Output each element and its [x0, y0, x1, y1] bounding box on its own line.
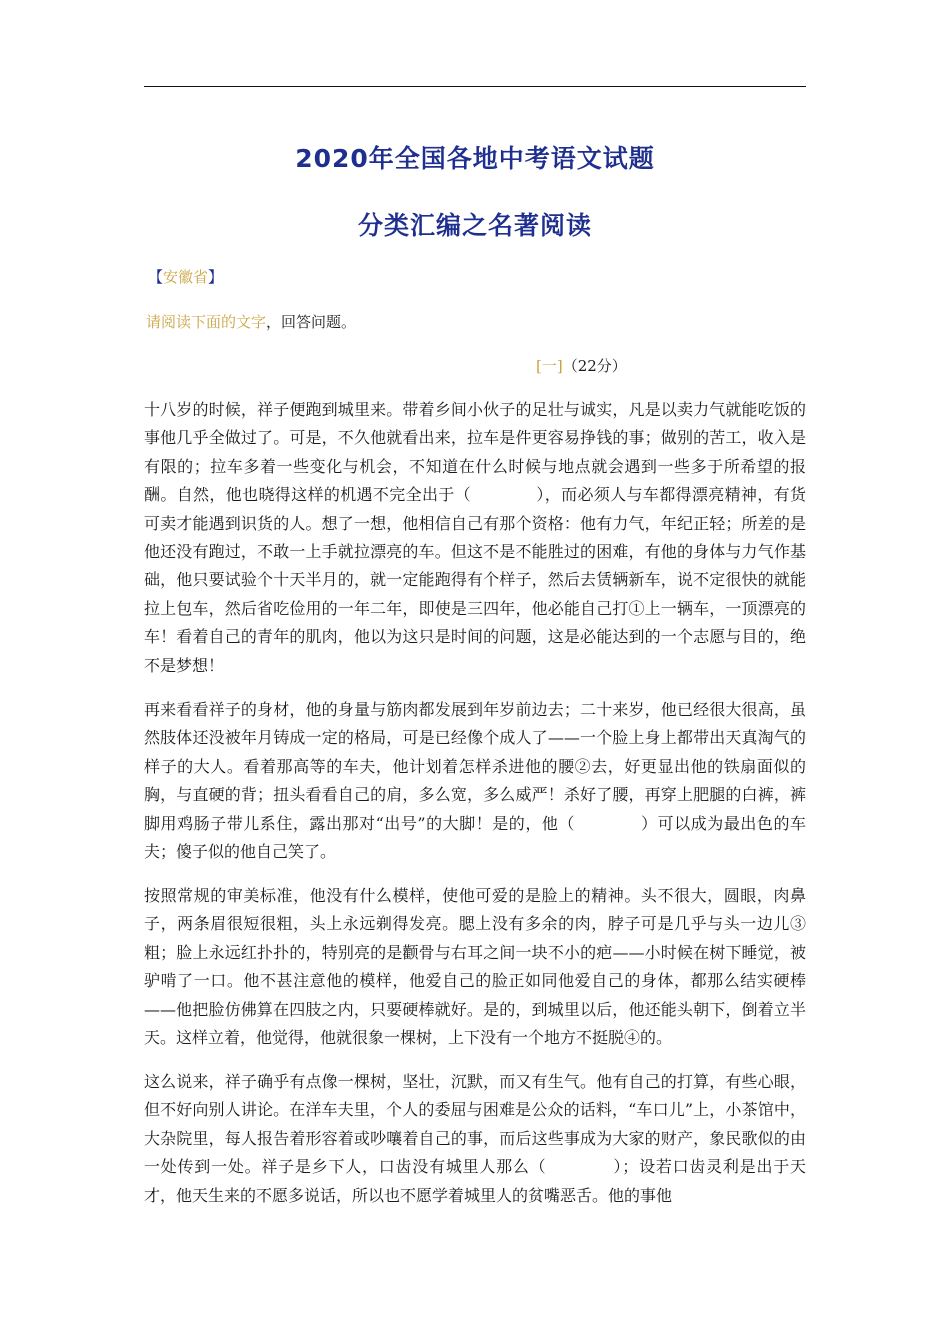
- page-title: 2020年全国各地中考语文试题: [295, 144, 655, 173]
- passage-paragraph-1: 十八岁的时候，祥子便跑到城里来。带着乡间小伙子的足壮与诚实，凡是以卖力气就能吃饭的事他几乎全做过了。可是，不久他就看出来，拉车是件更容易挣钱的事；做别的苦工，收入是有限的；拉车多着一些变化与机会，不知道在什么时候与地点就会遇到一些多于所希望的报酬。自然，他也晓得这样的机遇不完全出于（ ），而必须人与车都得漂亮精神，有货可卖才能遇到识货的人。想了一想，他相信自己有那个资格：他有力气，年纪正轻；所差的是他还没有跑过，不敢一上手就拉漂亮的车。但这不是不能胜过的困难，有他的身体与力气作基础，他只要试验个十天半月的，就一定能跑得有个样子，然后去赁辆新车，说不定很快的就能拉上包车，然后省吃俭用的一年二年，即使是三四年，他必能自己打①上一辆车，一顶漂亮的车！看着自己的青年的肌肉，他以为这只是时间的问题，这是必能达到的一个志愿与目的，绝不是梦想！: [144, 400, 806, 675]
- region-bracket-open: 【: [148, 268, 164, 286]
- instruction-highlight: 请阅读下面的文字: [146, 313, 267, 331]
- region-heading: [148, 266, 223, 287]
- region-name: 安徽省: [163, 268, 209, 286]
- instruction: [146, 311, 356, 332]
- passage-paragraph-4: 这么说来，祥子确乎有点像一棵树，坚壮，沉默，而又有生气。他有自己的打算，有些心眼，但不好向别人讲论。在洋车夫里，个人的委屈与困难是公众的话料，“车口儿”上，小茶馆中，大杂院里，每人报告着形容着或吵嚷着自己的事，而后这些事成为大家的财产，象民歌似的由一处传到一处。祥子是乡下人，口齿没有城里人那么（ ）；设若口齿灵利是出于天才，他天生来的不愿多说话，所以也不愿学着城里人的贫嘴恶舌。他的事他: [144, 1072, 806, 1205]
- header-rule: [144, 86, 806, 87]
- section-label: [一]: [536, 357, 563, 375]
- region-bracket-close: 】: [208, 268, 224, 286]
- section-points: （22分）: [562, 357, 627, 375]
- section-heading: [536, 355, 627, 376]
- page-subtitle: 分类汇编之名著阅读: [357, 211, 592, 240]
- passage-paragraph-3: 按照常规的审美标准，他没有什么模样，使他可爱的是脸上的精神。头不很大，圆眼，肉鼻子，两条眉很短很粗，头上永远剃得发亮。腮上没有多余的肉，脖子可是几乎与头一边儿③粗；脸上永远红扑扑的，特别亮的是颧骨与右耳之间一块不小的疤——小时候在树下睡觉，被驴啃了一口。他不甚注意他的模样，他爱自己的脸正如同他爱自己的身体，都那么结实硬棒——他把脸仿佛算在四肢之内，只要硬棒就好。是的，到城里以后，他还能头朝下，倒着立半天。这样立着，他觉得，他就很象一棵树，上下没有一个地方不挺脱④的。: [144, 886, 806, 1048]
- instruction-rest: ，回答问题。: [266, 313, 357, 331]
- passage-paragraph-2: 再来看看祥子的身材，他的身量与筋肉都发展到年岁前边去；二十来岁，他已经很大很高，虽然肢体还没被年月铸成一定的格局，可是已经像个成人了——一个脸上身上都带出天真淘气的样子的大人。看着那高等的车夫，他计划着怎样杀进他的腰②去，好更显出他的铁扇面似的胸，与直硬的背；扭头看看自己的肩，多么宽，多么威严！杀好了腰，再穿上肥腿的白裤，裤脚用鸡肠子带儿系住，露出那对“出号”的大脚！是的，他（ ）可以成为最出色的车夫；傻子似的他自己笑了。: [144, 700, 806, 862]
